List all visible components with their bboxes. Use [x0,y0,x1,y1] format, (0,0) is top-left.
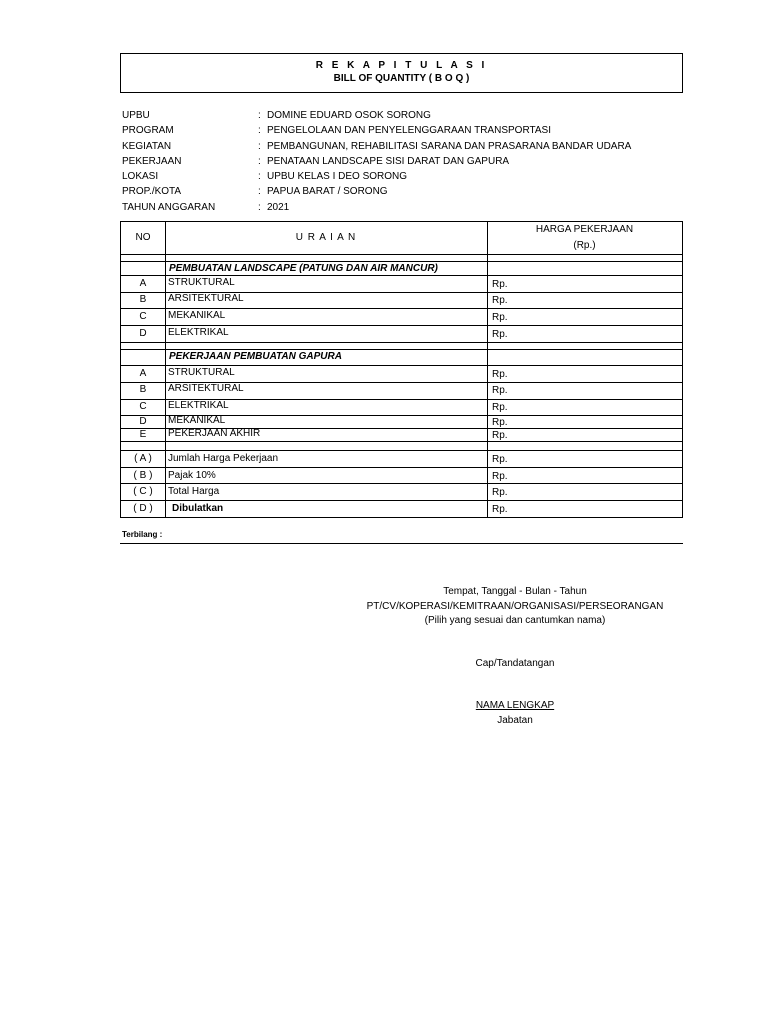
summary-no: ( B ) [133,470,153,481]
row-harga: Rp. [492,329,508,340]
info-label: TAHUN ANGGARAN [122,201,216,213]
row-divider [121,325,682,326]
info-value: PENGELOLAAN DAN PENYELENGGARAAN TRANSPORTASI [267,125,551,137]
summary-uraian: Jumlah Harga Pekerjaan [168,453,279,464]
row-divider [121,254,682,255]
terbilang-label: Terbilang : [122,530,163,539]
summary-uraian: Dibulatkan [172,503,224,514]
header-no: NO [135,232,151,243]
row-harga: Rp. [492,369,508,380]
info-row-tahun-anggaran [122,200,682,215]
row-no: D [139,416,147,427]
summary-harga: Rp. [492,504,508,515]
signature-place-date: Tempat, Tanggal - Bulan - Tahun [443,586,587,597]
signature-note: (Pilih yang sesuai dan cantumkan nama) [424,615,606,626]
row-harga: Rp. [492,295,508,306]
row-divider [121,441,682,442]
row-no: E [139,429,147,440]
row-no: B [139,294,147,305]
row-harga: Rp. [492,312,508,323]
row-uraian: STRUKTURAL [168,367,235,378]
info-value: UPBU KELAS I DEO SORONG [267,171,408,183]
info-row-upbu [122,108,682,123]
row-harga: Rp. [492,385,508,396]
row-uraian: MEKANIKAL [168,415,226,426]
signature-position: Jabatan [497,715,533,726]
row-divider [121,450,682,451]
info-row-prop-kota [122,184,682,199]
signature-stamp: Cap/Tandatangan [475,658,555,669]
signature-name: NAMA LENGKAP [475,700,555,711]
signature-company: PT/CV/KOPERASI/KEMITRAAN/ORGANISASI/PERSEORANGAN [366,601,664,612]
row-divider [121,500,682,501]
row-uraian: ARSITEKTURAL [168,293,244,304]
row-no: D [139,328,147,339]
info-row-lokasi [122,169,682,184]
info-label: PROGRAM [122,125,174,137]
info-label: PEKERJAAN [122,155,182,167]
info-row-kegiatan [122,139,682,154]
row-divider [121,483,682,484]
header-uraian: U R A I A N [295,232,357,243]
document-title: R E K A P I T U L A S I [315,60,488,71]
row-divider [121,261,682,262]
row-divider [121,467,682,468]
info-value: DOMINE EDUARD OSOK SORONG [267,110,431,121]
row-no: C [139,311,147,322]
info-label: UPBU [122,110,150,121]
row-uraian: STRUKTURAL [168,277,235,288]
row-harga: Rp. [492,430,508,441]
row-no: A [139,278,147,289]
summary-harga: Rp. [492,454,508,465]
info-colon: : [258,171,261,183]
summary-harga: Rp. [492,487,508,498]
boq-table [120,221,683,518]
row-uraian: ARSITEKTURAL [168,383,244,394]
info-colon: : [258,186,261,198]
col-divider [487,222,488,517]
document-subtitle: BILL OF QUANTITY ( B O Q ) [333,73,470,84]
info-value: PAPUA BARAT / SORONG [267,186,388,198]
row-divider [121,275,682,276]
info-colon: : [258,125,261,137]
row-harga: Rp. [492,402,508,413]
section-title-gapura: PEKERJAAN PEMBUATAN GAPURA [169,351,342,362]
info-label: KEGIATAN [122,140,172,152]
info-row-program [122,123,682,138]
row-no: C [139,401,147,412]
col-divider [165,222,166,517]
row-harga: Rp. [492,417,508,428]
row-harga: Rp. [492,279,508,290]
info-block [122,108,682,215]
section-title-landscape: PEMBUATAN LANDSCAPE (PATUNG DAN AIR MANCUR) [169,263,438,274]
row-uraian: PEKERJAAN AKHIR [168,428,261,439]
row-uraian: ELEKTRIKAL [168,327,229,338]
row-divider [121,365,682,366]
row-divider [121,308,682,309]
summary-uraian: Total Harga [168,486,220,497]
header-harga: HARGA PEKERJAAN [535,224,634,235]
row-divider [121,349,682,350]
summary-no: ( D ) [133,503,153,514]
row-uraian: MEKANIKAL [168,310,226,321]
info-colon: : [258,110,261,121]
info-row-pekerjaan [122,154,682,169]
header-harga-unit: (Rp.) [573,240,596,251]
row-divider [121,342,682,343]
row-uraian: ELEKTRIKAL [168,400,229,411]
row-no: B [139,384,147,395]
info-colon: : [258,201,261,213]
summary-no: ( A ) [134,453,152,464]
info-value: PENATAAN LANDSCAPE SISI DARAT DAN GAPURA [267,155,510,167]
info-label: PROP./KOTA [122,186,182,198]
row-no: A [139,368,147,379]
title-box [120,53,683,93]
info-label: LOKASI [122,171,159,183]
info-value: PEMBANGUNAN, REHABILITASI SARANA DAN PRASARANA BANDAR UDARA [267,140,632,152]
summary-no: ( C ) [133,486,153,497]
info-colon: : [258,155,261,167]
summary-uraian: Pajak 10% [168,470,216,481]
summary-harga: Rp. [492,471,508,482]
info-value: 2021 [267,201,290,213]
separator-line [120,543,683,544]
info-colon: : [258,140,261,152]
